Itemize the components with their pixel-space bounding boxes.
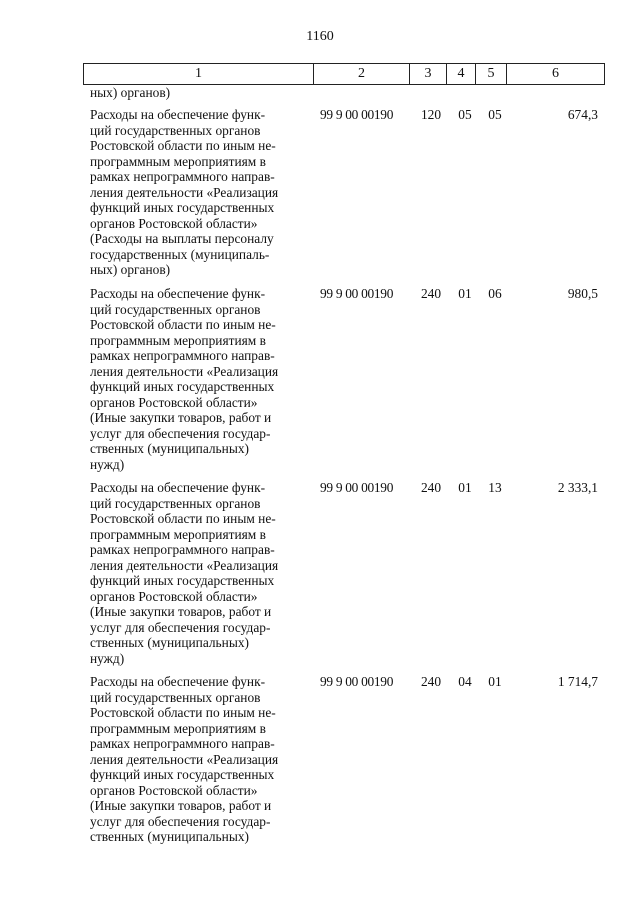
header-col-2: 2 [314, 64, 410, 85]
row-description: Расходы на обеспечение функ- ций государственных органов Ростовской области по иным не- программным мероприятиям в рамках непрограммного направ- ления деятельности «Реализация функций иных государственных органов Ростовской области» (Иные закупки товаров, работ и услуг для обеспечения государ- ственных (муниципальных) [90, 674, 279, 844]
row-amount: 1 714,7 [557, 674, 598, 689]
continuation-text: ных) органов) [90, 85, 171, 100]
row-description: Расходы на обеспечение функ- ций государственных органов Ростовской области по иным не- программным мероприятиям в рамках непрограммного направ- ления деятельности «Реализация функций иных государственных органов Ростовской области» (Иные закупки товаров, работ и услуг для обеспечения государ- ственных (муниципальных) нужд) [90, 480, 279, 666]
row-code: 99 9 00 00190 [320, 286, 394, 301]
header-col-6: 6 [507, 64, 605, 85]
row-code: 99 9 00 00190 [320, 674, 394, 689]
row-pr: 13 [488, 480, 502, 495]
header-col-1: 1 [84, 64, 314, 85]
row-description: Расходы на обеспечение функ- ций государственных органов Ростовской области по иным не- программным мероприятиям в рамках непрограммного направ- ления деятельности «Реализация функций иных государственных органов Ростовской области» (Расходы на выплаты персоналу государственных (муниципаль- ных) органов) [90, 107, 279, 277]
row-pr: 06 [488, 286, 502, 301]
row-vr: 120 [420, 107, 442, 122]
row-pr: 05 [488, 107, 502, 122]
row-amount: 674,3 [567, 107, 598, 122]
row-amount: 980,5 [567, 286, 598, 301]
continuation-row [0, 85, 640, 107]
row-vr: 240 [420, 674, 442, 689]
row-rz: 01 [458, 286, 472, 301]
row-amount: 2 333,1 [557, 480, 598, 495]
row-rz: 04 [458, 674, 472, 689]
row-code: 99 9 00 00190 [320, 480, 394, 495]
table-body [0, 85, 640, 844]
row-vr: 240 [420, 286, 442, 301]
row-rz: 05 [458, 107, 472, 122]
header-col-3: 3 [410, 64, 447, 85]
row-vr: 240 [420, 480, 442, 495]
header-col-5: 5 [476, 64, 507, 85]
row-pr: 01 [488, 674, 502, 689]
header-col-4: 4 [447, 64, 476, 85]
table-header [83, 63, 605, 85]
row-code: 99 9 00 00190 [320, 107, 394, 122]
page-number: 1160 [306, 29, 334, 44]
row-description: Расходы на обеспечение функ- ций государственных органов Ростовской области по иным не- программным мероприятиям в рамках непрограммного направ- ления деятельности «Реализация функций иных государственных органов Ростовской области» (Иные закупки товаров, работ и услуг для обеспечения государ- ственных (муниципальных) нужд) [90, 286, 279, 472]
row-rz: 01 [458, 480, 472, 495]
